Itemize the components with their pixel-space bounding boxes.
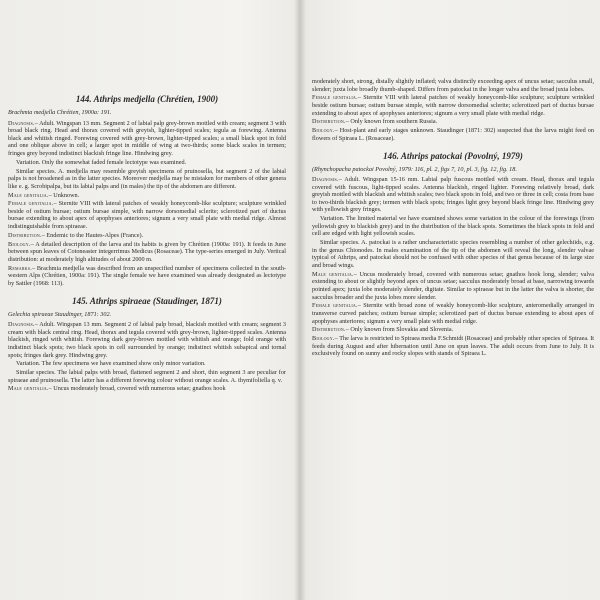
species-144-heading: 144. Athrips medjella (Chrétien, 1900) [75, 94, 219, 104]
species-144-remarks [8, 265, 286, 288]
label: Remarks. [8, 264, 32, 272]
label: Female genitalia. [312, 94, 358, 102]
species-146-male [312, 271, 594, 301]
label: Biology. [312, 335, 335, 343]
species-145-synonym: Gelechia spiraeae Staudinger, 1871: 302. [8, 310, 112, 318]
species-144-synonym: Brachmia medjella Chrétien, 1900a: 191. [8, 109, 112, 116]
species-145-similar: Similar species. The labial palps with broad, flattened segment 2 and short, thin segment 3 are peculiar for spiraeae and pruinosella. The latter has a different forewing colour without orange scales. A. thymifoliella q. v. [8, 369, 286, 384]
text: – Adult. Wingspan 13 mm. Segment 2 of labial palp grey-brown mottled with cream; segment 3 with broad black ring. Head and thorax covered with greyish, lighter-tipped scales; tegula as forewing. Antenna black and whitish ringed. Forewing covered with grey-brown, lighter-tipped scales; a small black spot in fold and one oblique above in cell; a larger spot in middle of wing at two-thirds; some black scales in termen; fringes grey beyond indistinct blackish fringe line. Hindwing grey. [8, 119, 286, 157]
species-146-biology [312, 335, 594, 358]
species-144-biology [8, 241, 286, 264]
label: Male genitalia. [8, 191, 49, 199]
text: – Uncus moderately broad, covered with numerous setae; gnathos hook [48, 385, 226, 393]
species-144-similar: Similar species. A. medjella may resemble greyish specimens of pruinosella, but segment 2 of the labial palps is not broadened as in the latter species. Moreover medjella may be mistaken for members of other genera like e. g. Scrobipalpa, but its labial palps and (in males) the tip of the abdomen are different. [8, 167, 286, 190]
text: – Adult. Wingspan 13 mm. Segment 2 of labial palp broad, blackish mottled with cream; segment 3 cream with black central ring. Head, thorax and tegula covered with grey-brown, lighter-tipped scales. Antenna blackish, ringed with whitish. Forewing dark grey-brown mottled with whitish and orange; fold orange with indistinct black spots; two black spots in cell surrounded by orange; indistinct whitish subapical and tornal spots; fringes dark grey. Hindwing grey. [8, 321, 286, 359]
text: – Uncus moderately broad, covered with numerous setae; gnathos hook long, slender; valva extending to about or slightly beyond apex of uncus setae; sacculus moderately broad at base, narrowing towards pointed apex; juxta lobe moderately slender, digitate. Similar to spiraeae but in the latter the valva is shorter, the sacculus broader and the juxta lobes more slender. [312, 270, 594, 301]
text: – Host-plant and early stages unknown. Staudinger (1871: 302) suspected that the larva might feed on flowers of Spiraea L. (Rosaceae). [312, 127, 594, 142]
label: Diagnosis. [8, 119, 35, 127]
text: – Sternite VIII with lateral patches of weakly honeycomb-like sculpture; sculpture wrinkled beside ostium bursae; ostium bursae simple, with narrow dorsomedial sclerite; sclerotized part of ductus bursae extending to about apex of apophyses anteriores; signum a very small plate with medial ridge. [312, 94, 594, 117]
text: – The larva is restricted to Spiraea media F.Schmidt (Rosaceae) and probably other species of Spiraea. It feeds during August and after hibernation until June on spun leaves. The adult occurs from June to July. It is exclusively found on sunny and rocky slopes with stands of Spiraea L. [312, 335, 594, 358]
species-145-male [8, 385, 286, 393]
species-144-female [8, 200, 286, 230]
species-145-variation: Variation. The few specimens we have examined show only minor variation. [16, 360, 206, 368]
left-page [8, 92, 286, 394]
label: Female genitalia. [312, 302, 358, 310]
species-144-diagnosis [8, 120, 286, 158]
text: – Only known from southern Russia. [345, 118, 438, 126]
species-146-heading: 146. Athrips patockai (Povolný, 1979) [383, 150, 523, 161]
species-146-synonym: (Rhynchopacha patockai Povolný, 1979: 116, pl. 2, figs 7, 10, pl. 3, fig. 12, fig. 18. [312, 165, 517, 173]
species-146-distribution [312, 326, 594, 334]
species-146-similar: Similar species. A. patockai is a rather uncharacteristic species resembling a number of other gelechiids, e.g. in the genus Chionodes. In males examination of the tip of the abdomen will reveal the long, slender valvae typical of Athrips, and patockai should not be confused with other species of that genus because of its large size and broad wings. [312, 239, 594, 269]
species-145-heading: 145. Athrips spiraeae (Staudinger, 1871) [72, 295, 222, 306]
species-144-distribution [8, 232, 286, 240]
label: Biology. [312, 127, 335, 135]
label: Female genitalia. [8, 200, 54, 208]
species-145-male-continued: moderately short, strong, distally slightly inflated; valva distinctly exceeding apex of uncus setae; sacculus small, slender; juxta lobe broadly thumb-shaped. Differs from patockai in the longer valva and the broad juxta lobes. [312, 78, 594, 93]
label: Diagnosis. [312, 176, 339, 184]
species-146-variation: Variation. The limited material we have examined shows some variation in the colour of the forewings (from yellowish grey to blackish grey) and in the distribution of the black spots. Sometimes the black spots in fold and cell are edged with light yellowish scales. [312, 215, 594, 238]
label: Diagnosis. [8, 321, 35, 329]
text: – Endemic to the Hautes-Alpes (France). [41, 231, 144, 239]
right-page [312, 78, 594, 359]
species-146-diagnosis [312, 176, 594, 214]
text: – A detailed description of the larva and its habits is given by Chrétien (1900a: 191). It feeds in June between spun leaves of Cotoneaster integerrimus Medicus (Rosaceae). The type-series emerged in July. Vertical distribution: at moderately high altitudes of about 2000 m. [8, 240, 286, 263]
species-144-male [8, 192, 286, 200]
text: – Unknown. [48, 191, 80, 199]
label: Male genitalia. [312, 270, 354, 278]
label: Distribution. [312, 326, 346, 334]
species-145-diagnosis [8, 321, 286, 359]
species-146-female [312, 302, 594, 325]
text: – Only known from Slovakia and Slovenia. [345, 326, 454, 334]
label: Distribution. [312, 118, 346, 126]
species-145-biology [312, 127, 594, 142]
text: – Sternite with broad zone of weakly honeycomb-like sculpture, anteromedially arranged in transverse curved patches; ostium bursae simple; sclerotized part of ductus bursae extending to about apex of apophyses anteriores; signum a very small plate with medial ridge. [312, 302, 594, 325]
species-145-distribution [312, 118, 594, 126]
species-144-variation: Variation. Only the somewhat faded female lectotype was examined. [16, 158, 187, 166]
label: Male genitalia. [8, 385, 49, 393]
label: Distribution. [8, 231, 42, 239]
text: – Sternite VIII with lateral patches of weakly honeycomb-like sculpture; sculpture wrinkled beside of ostium bursae; ostium bursae simple, with narrow dorsomedial sclerite; sclerotized part of ductus bursae extending to about apex of apophyses anteriores; signum a very small plate with medial ridge. Almost indistinguishable from spiraeae. [8, 200, 286, 231]
text: – Brachmia medjella was described from an unspecified number of specimens collected in the south-western Alps (Chrétien, 1900a: 191). The single female we have examined was already designated as lectotype by Sattler (1968: 113). [8, 264, 286, 287]
text: – Adult. Wingspan 15-16 mm. Labial palp fuscous mottled with cream. Head, thorax and tegula covered with fuscous, light-tipped scales. Antenna blackish, ringed lighter. Forewing relatively broad, dark greyish mottled with blackish and whitish scales; two black spots in fold, and two or three in cell; costa from base to two-thirds blackish grey; termen with black spots; fringes light grey beyond black fringe line. Hindwing grey with yellowish grey fringes. [312, 176, 594, 214]
label: Biology. [8, 240, 31, 248]
species-145-female [312, 94, 594, 117]
